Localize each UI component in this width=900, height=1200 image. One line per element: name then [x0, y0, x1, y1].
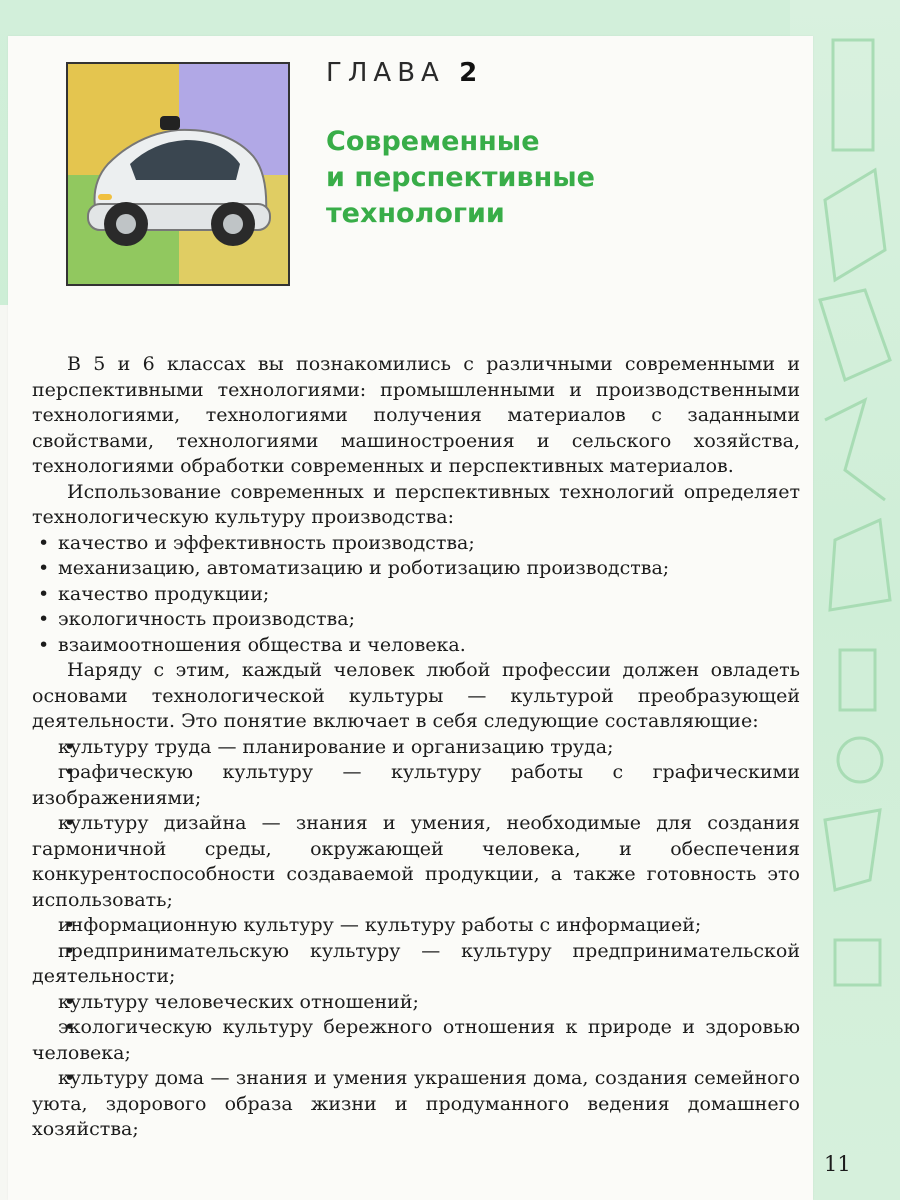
chapter-title: Современные и перспективные технологии [326, 126, 595, 229]
decorative-shapes [805, 0, 900, 1200]
list-item: • информационную культуру — культуру работы с информацией; [32, 913, 800, 939]
list-item: • механизацию, автоматизацию и роботизацию производства; [32, 556, 800, 582]
list-item: • экологичность производства; [32, 607, 800, 633]
chapter-label: ГЛАВА 2 [326, 58, 478, 88]
chapter-illustration [66, 62, 290, 286]
list-item: • культуру человеческих отношений; [32, 990, 800, 1016]
paragraph: В 5 и 6 классах вы познакомились с различными современными и перспективными технологиями: промышленными и производственными технологиями, технологиями получения материалов с заданными свойствами, технологиями машиностроения и сельского хозяйства, технологиями обработки современных и перспективных материалов. [32, 353, 800, 477]
paragraph: Использование современных и перспективных технологий определяет технологическую культуру производства: [32, 480, 800, 528]
list-item: • культуру дома — знания и умения украшения дома, создания семейного уюта, здорового образа жизни и продуманного ведения домашнего хозяйства; [32, 1066, 800, 1143]
chapter-number: 2 [459, 58, 478, 88]
list-item: • качество и эффективность производства; [32, 531, 800, 557]
paragraph: Наряду с этим, каждый человек любой профессии должен овладеть основами технологической культуры — культурой преобразующей деятельности. Это понятие включает в себя следующие составляющие: [32, 659, 800, 732]
page-number: 11 [824, 1152, 851, 1176]
body-text [32, 352, 800, 1143]
list-item: • культуру труда — планирование и организацию труда; [32, 735, 800, 761]
self-driving-car-icon [68, 64, 288, 284]
list-item: • экологическую культуру бережного отношения к природе и здоровью человека; [32, 1015, 800, 1066]
list-item: • графическую культуру — культуру работы с графическими изображениями; [32, 760, 800, 811]
list-item: • предпринимательскую культуру — культуру предпринимательской деятельности; [32, 939, 800, 990]
list-item: • культуру дизайна — знания и умения, необходимые для создания гармоничной среды, окружающей человека, и обеспечения конкурентоспособности создаваемой продукции, а также готовность это использовать; [32, 811, 800, 913]
list-item: • взаимоотношения общества и человека. [32, 633, 800, 659]
list-item: • качество продукции; [32, 582, 800, 608]
